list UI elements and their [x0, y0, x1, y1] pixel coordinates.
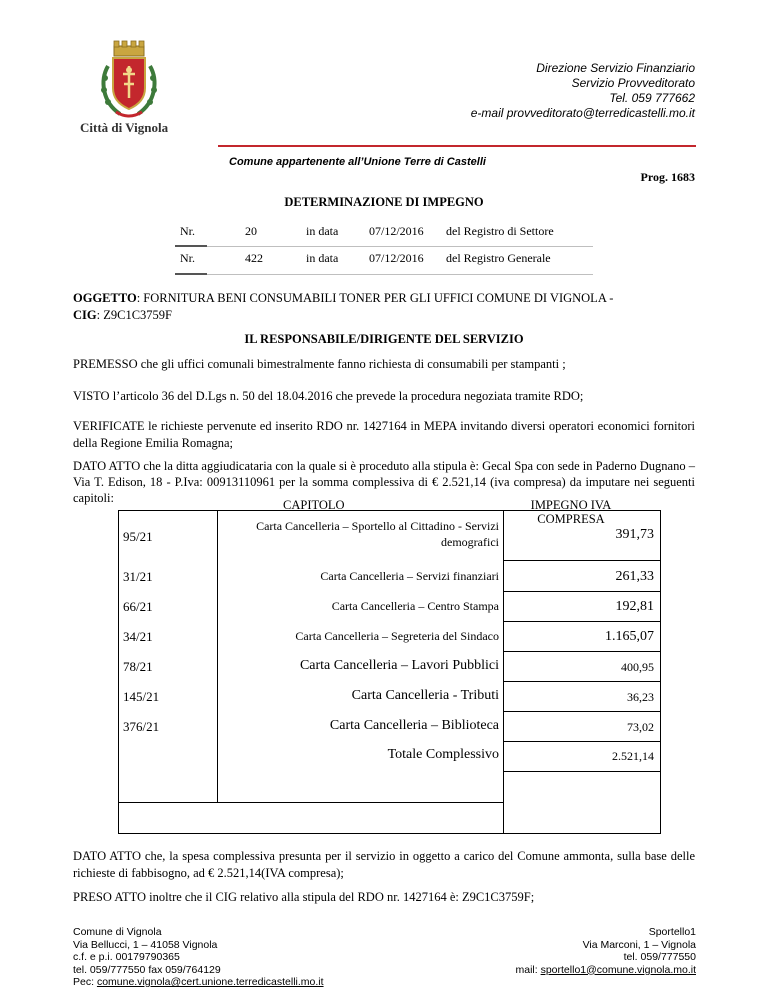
- amount-cell: 1.165,07: [605, 629, 654, 644]
- total-amount: 2.521,14: [612, 749, 654, 763]
- description-cell: Carta Cancelleria – Segreteria del Sindaco: [295, 629, 499, 643]
- footer-mail-label: mail:: [515, 963, 541, 976]
- footer-tax-code: c.f. e p.i. 00179790365: [73, 951, 180, 963]
- registry-nr: 422: [245, 251, 263, 265]
- table-row-divider: [503, 741, 660, 742]
- capitolo-cell: 34/21: [123, 629, 153, 644]
- progressive-number: Prog. 1683: [640, 170, 695, 184]
- table-header-compresa: COMPRESA: [537, 512, 605, 526]
- registry-divider-mark: [175, 273, 207, 275]
- table-row-divider: [503, 591, 660, 592]
- description-cell: demografici: [441, 535, 499, 549]
- subject-line: [73, 290, 695, 324]
- table-header-capitolo: CAPITOLO: [283, 498, 345, 512]
- paragraph-visto: VISTO l’articolo 36 del D.Lgs n. 50 del 18.04.2016 che prevede la procedura negoziata tramite RDO;: [73, 389, 584, 403]
- table-row-divider: [503, 560, 660, 561]
- table-row-divider: [503, 651, 660, 652]
- table-row-divider: [503, 771, 660, 772]
- city-name: Città di Vignola: [80, 120, 169, 135]
- amount-cell: 261,33: [615, 569, 654, 584]
- cig-label: CIG: [73, 308, 97, 322]
- registry-divider: [175, 274, 593, 275]
- header-service: Servizio Provveditorato: [571, 76, 695, 90]
- subject-label: OGGETTO: [73, 291, 137, 305]
- footer-org: Comune di Vignola: [73, 926, 162, 938]
- table-row-divider: [119, 802, 503, 803]
- capitolo-cell: 376/21: [123, 719, 160, 734]
- description-cell: Carta Cancelleria – Servizi finanziari: [320, 569, 499, 583]
- paragraph-verificate: VERIFICATE le richieste pervenute ed inserito RDO nr. 1427164 in MEPA invitando diversi operatori economici fornitori della Regione Emilia Romagna;: [73, 419, 695, 450]
- header-divider: [218, 145, 696, 147]
- registry-nr-label: Nr.: [180, 224, 195, 238]
- amount-cell: 73,02: [627, 720, 654, 734]
- registry-date: 07/12/2016: [369, 251, 424, 265]
- paragraph-premesso: PREMESSO che gli uffici comunali bimestralmente fanno richiesta di consumabili per stampanti ;: [73, 357, 566, 371]
- registry-nr: 20: [245, 224, 257, 238]
- registry-in-data: in data: [306, 251, 339, 265]
- registry-divider: [175, 246, 593, 247]
- description-cell: Carta Cancelleria – Centro Stampa: [331, 599, 499, 613]
- header-email: e-mail provveditorato@terredicastelli.mo.it: [470, 106, 695, 120]
- registry-nr-label: Nr.: [180, 251, 195, 265]
- registry-divider-mark: [175, 245, 207, 247]
- footer-left: [73, 926, 324, 989]
- capitolo-cell: 66/21: [123, 599, 153, 614]
- description-cell: Carta Cancelleria – Sportello al Cittadino - Servizi: [256, 519, 499, 533]
- amount-cell: 192,81: [615, 599, 654, 614]
- header-department: Direzione Servizio Finanziario: [536, 61, 695, 75]
- footer-office-phone: tel. 059/777550: [623, 951, 696, 963]
- footer-address: Via Bellucci, 1 – 41058 Vignola: [73, 938, 218, 951]
- amount-cell: 36,23: [627, 690, 654, 704]
- budget-table: [118, 510, 661, 834]
- paragraph-dato-atto-spesa: DATO ATTO che, la spesa complessiva presunta per il servizio in oggetto a carico del Comune ammonta, sulla base delle richieste di fabbisogno, ad € 2.521,14(IVA compresa);: [73, 849, 695, 880]
- registry-type: del Registro di Settore: [446, 224, 554, 238]
- table-column-divider: [217, 511, 218, 802]
- paragraph-preso-atto: PRESO ATTO inoltre che il CIG relativo alla stipula del RDO nr. 1427164 è: Z9C1C3759F;: [73, 890, 535, 904]
- responsible-heading: IL RESPONSABILE/DIRIGENTE DEL SERVIZIO: [244, 332, 524, 346]
- amount-cell: 391,73: [615, 527, 654, 542]
- footer-office: Sportello1: [648, 926, 696, 938]
- table-row-divider: [503, 711, 660, 712]
- capitolo-cell: 145/21: [123, 689, 160, 704]
- capitolo-cell: 78/21: [123, 659, 153, 674]
- table-row-divider: [503, 681, 660, 682]
- registry-type: del Registro Generale: [446, 251, 551, 265]
- footer-office-address: Via Marconi, 1 – Vignola: [582, 938, 696, 951]
- footer-pec: [73, 976, 324, 989]
- cig-value: : Z9C1C3759F: [96, 308, 172, 322]
- header-phone: Tel. 059 777662: [609, 91, 695, 105]
- city-crest-logo: [98, 40, 160, 122]
- subject-text: : FORNITURA BENI CONSUMABILI TONER PER GLI UFFICI COMUNE DI VIGNOLA -: [136, 291, 614, 305]
- footer-mail: [516, 964, 697, 977]
- registry-date: 07/12/2016: [369, 224, 424, 238]
- registry-in-data: in data: [306, 224, 339, 238]
- footer-mail-link[interactable]: sportello1@comune.vignola.mo.it: [540, 963, 696, 976]
- description-cell: Carta Cancelleria - Tributi: [351, 688, 499, 703]
- table-row-divider: [503, 621, 660, 622]
- footer-pec-link[interactable]: comune.vignola@cert.unione.terredicastelli.mo.it: [96, 976, 324, 988]
- description-cell: Carta Cancelleria – Lavori Pubblici: [299, 658, 499, 673]
- amount-cell: 400,95: [621, 660, 654, 674]
- table-header-impegno: IMPEGNO IVA: [530, 498, 612, 512]
- capitolo-cell: 31/21: [123, 569, 153, 584]
- footer-pec-label: Pec:: [73, 976, 97, 988]
- document-title: DETERMINAZIONE DI IMPEGNO: [284, 195, 484, 209]
- total-label: Totale Complessivo: [387, 747, 499, 762]
- footer-phone-fax: tel. 059/777550 fax 059/764129: [73, 963, 221, 976]
- paragraph-dato-atto: DATO ATTO che la ditta aggiudicataria con la quale si è proceduto alla stipula è: Gecal Spa con sede in Paderno Dugnano – Via T. Edison, 18 - P.Iva: 00913110961 per la somma complessiva di € 2.521,14 (iva compresa) da imputare nei seguenti capitoli:: [73, 459, 695, 505]
- capitolo-cell: 95/21: [123, 529, 153, 544]
- footer-right: [516, 926, 697, 976]
- description-cell: Carta Cancelleria – Biblioteca: [329, 718, 499, 733]
- union-membership-note: Comune appartenente all’Unione Terre di Castelli: [229, 156, 486, 168]
